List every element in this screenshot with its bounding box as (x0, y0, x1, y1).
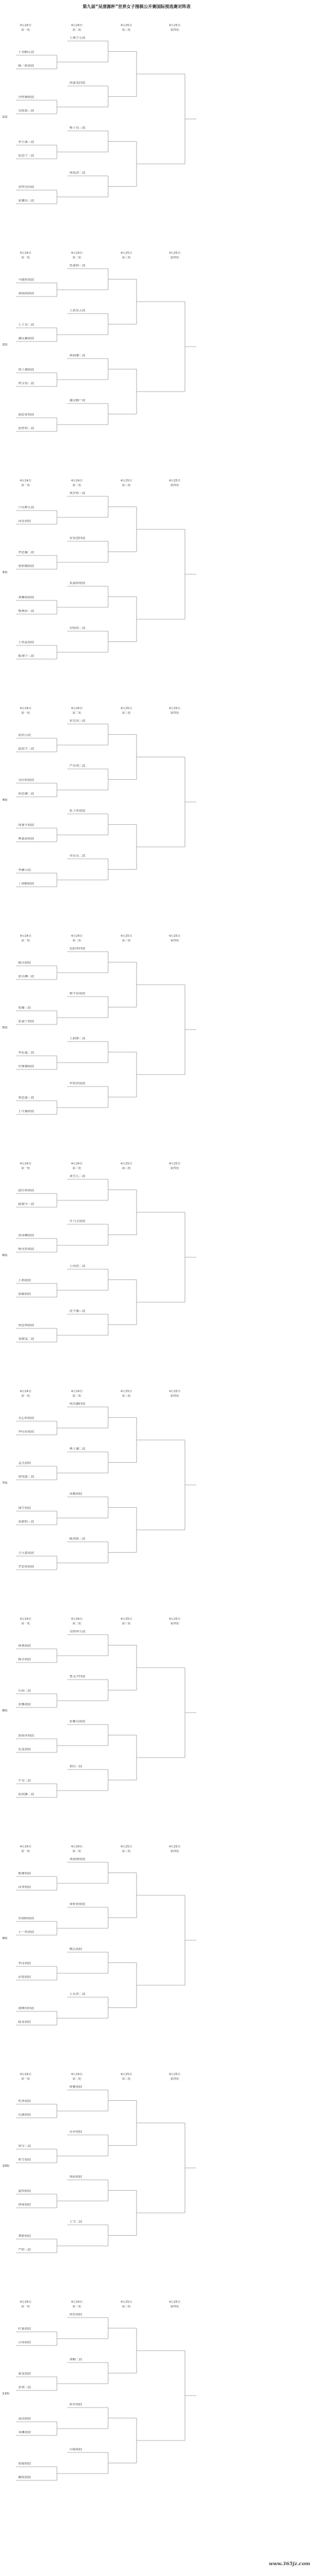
first-round-player: 卢钰桦五段 (18, 506, 34, 509)
first-round-player: 胡蓉初段 (18, 2203, 31, 2207)
seed-player: 何语涵四段 (69, 1402, 85, 1406)
first-round-player: 夏怡初段 (18, 2190, 31, 2193)
round-name: 第三轮 (122, 256, 131, 260)
round-name: 第一轮 (21, 1850, 30, 1853)
first-round-player: 范雯初段 (18, 1748, 31, 1751)
seed-player: 周泓余二段 (69, 171, 85, 175)
first-round-player: 严婷三段 (18, 2248, 31, 2252)
first-round-player: 付睿涵初段 (18, 1065, 34, 1068)
round-date: 4月25日 (168, 252, 181, 255)
first-round-player: 陈翊宁三段 (18, 655, 34, 658)
seed-player: 唐奕初段 (69, 2313, 83, 2316)
seed-player: 谢汶桐一段 (69, 399, 85, 402)
group-label: 2组 (2, 343, 8, 347)
round-date: 4月25日 (168, 479, 181, 483)
first-round-player: 陆易初段 (18, 2021, 31, 2024)
first-round-player: 牛荣二段 (18, 1779, 31, 1783)
seed-player: 杨宇瑄初段 (69, 992, 85, 995)
seed-player: 周蔚初段 (69, 2175, 83, 2179)
round-date: 4月24日 (71, 1162, 83, 1166)
round-date: 4月24日 (19, 24, 32, 27)
first-round-player: 高琴初段 (18, 1886, 31, 1889)
group-label: 6组 (2, 1254, 8, 1257)
round-name: 第四轮 (170, 1167, 179, 1170)
round-name: 第四轮 (170, 256, 179, 260)
round-name: 第二轮 (72, 2305, 81, 2308)
first-round-player: 张以琳三段 (18, 975, 34, 978)
round-date: 4月25日 (120, 1390, 133, 1393)
round-date: 4月25日 (168, 2301, 181, 2304)
round-date: 4月25日 (168, 935, 181, 938)
round-date: 4月25日 (120, 1162, 133, 1166)
group-label: 1组 (2, 116, 8, 119)
group-label: 5组 (2, 1026, 8, 1030)
seed-player: 白瑞初段 (69, 2448, 83, 2451)
round-date: 4月24日 (71, 2301, 83, 2304)
first-round-player: 蔡碧涵初段 (18, 565, 34, 568)
first-round-player: 赵佳琦初段 (18, 1189, 34, 1192)
first-round-player: 张倩五段 (18, 734, 31, 737)
round-date: 4月24日 (19, 1618, 32, 1621)
first-round-player: 方天恩初段 (18, 1552, 34, 1555)
first-round-player: 郑思嘉三段 (18, 1096, 34, 1100)
seed-player: 曹又尹四段 (69, 1675, 85, 1678)
first-round-player: 高星初段 (18, 520, 31, 523)
round-date: 4月24日 (19, 252, 32, 255)
round-date: 4月24日 (71, 935, 83, 938)
round-date: 4月25日 (168, 24, 181, 27)
round-date: 4月24日 (19, 1845, 32, 1849)
first-round-player: 王祺初段 (18, 1279, 31, 1282)
first-round-player: 陈一依初段 (18, 64, 34, 68)
first-round-player: 张璇三段 (18, 1006, 31, 1010)
seed-player: 王晨星五段 (69, 309, 85, 312)
watermark: www.365jz.com (269, 2561, 310, 2567)
first-round-player: 杨昊然初段 (18, 1248, 34, 1251)
seed-player: 付怡然二段 (69, 627, 85, 630)
round-name: 第一轮 (21, 1394, 30, 1398)
round-date: 4月24日 (19, 935, 32, 938)
seed-player: 苏菲初段 (69, 2130, 83, 2134)
seed-player: 刘雪儿二段 (69, 1175, 85, 1178)
round-name: 第四轮 (170, 2305, 179, 2308)
seed-player: 姚以初段 (69, 1948, 83, 1951)
seed-player: 曾嘉怡二段 (69, 264, 85, 268)
first-round-player: 李赫五段 (18, 869, 31, 872)
first-round-player: 王子奇二段 (18, 323, 34, 327)
first-round-player: 黄馨仪三段 (18, 199, 34, 203)
first-round-player: 徐靖恩二段 (18, 1475, 34, 1479)
first-round-player: 石茹二段 (18, 1689, 31, 1693)
round-date: 4月24日 (19, 1390, 32, 1393)
first-round-player: 邵思霏初段 (18, 413, 34, 417)
round-name: 第四轮 (170, 1622, 179, 1626)
round-name: 第一轮 (21, 256, 30, 260)
first-round-player: 陈乔初段 (18, 1658, 31, 1661)
round-name: 第二轮 (72, 939, 81, 943)
first-round-player: 钱宇初段 (18, 1507, 31, 1510)
first-round-player: 郭颖初段 (18, 1293, 31, 1296)
seed-player: 吴侑珍五段 (69, 1630, 85, 1633)
round-name: 第三轮 (122, 1394, 131, 1398)
seed-player: 陈冰依三段 (69, 1537, 85, 1541)
round-name: 第三轮 (122, 1622, 131, 1626)
first-round-player: 谭静初段 (18, 2235, 31, 2238)
round-name: 第二轮 (72, 28, 81, 32)
first-round-player: 梁瑜初段 (18, 2462, 31, 2466)
round-date: 4月25日 (120, 2073, 133, 2076)
seed-player: 许乃文初段 (69, 1220, 85, 1223)
seed-player: 章乐乐二段 (69, 854, 85, 858)
first-round-player: 赵晨宇三段 (18, 747, 34, 751)
seed-player: 蒋菲初段 (69, 2403, 83, 2406)
group-label: 9组 (2, 1937, 8, 1940)
round-date: 4月25日 (168, 1162, 181, 1166)
first-round-player: 李佳蓓初段 (18, 1430, 34, 1434)
first-round-player: 程雪初段 (18, 2158, 31, 2162)
round-name: 第二轮 (72, 711, 81, 715)
round-date: 4月25日 (168, 1618, 181, 1621)
group-label: 8组 (2, 1709, 8, 1713)
round-date: 4月24日 (19, 1162, 32, 1166)
seed-player: 申欣然初段 (69, 1082, 85, 1085)
round-name: 第二轮 (72, 2077, 81, 2081)
round-name: 第三轮 (122, 2305, 131, 2308)
first-round-player: 袁清初段 (18, 2417, 31, 2421)
first-round-player: 彭悦初段 (18, 1976, 31, 1979)
round-name: 第四轮 (170, 484, 179, 487)
round-name: 第一轮 (21, 484, 30, 487)
round-date: 4月24日 (19, 707, 32, 710)
page-title: 第九届“吴清源杯”世界女子围棋公开赛国际预选赛对阵表 (83, 4, 191, 9)
round-name: 第三轮 (122, 939, 131, 943)
round-name: 第二轮 (72, 256, 81, 260)
first-round-player: 邹晓雯二段 (18, 1338, 34, 1341)
seed-player: 林子涵二段 (69, 1447, 85, 1451)
round-date: 4月24日 (71, 24, 83, 27)
round-name: 第二轮 (72, 1622, 81, 1626)
first-round-player: 孙思涵二段 (18, 792, 34, 796)
seed-player: 韩韵涵二段 (69, 354, 85, 357)
round-date: 4月24日 (71, 1390, 83, 1393)
seed-player: 范蔚菁四段 (69, 947, 85, 950)
first-round-player: 邓琳初段 (18, 2431, 31, 2434)
round-name: 第一轮 (21, 28, 30, 32)
first-round-player: 郭雨菲初段 (18, 1734, 34, 1738)
first-round-player: 钟文靖二段 (18, 382, 34, 385)
first-round-player: 孔薇初段 (18, 2113, 31, 2117)
round-date: 4月25日 (120, 1618, 133, 1621)
first-round-player: 王一然初段 (18, 1931, 34, 1934)
round-name: 第三轮 (122, 1850, 131, 1853)
seed-player: 鲁佳三段 (69, 1765, 83, 1768)
seed-player: 韩雅初段 (69, 2085, 83, 2089)
first-round-player: 于羽桐五段 (18, 51, 34, 54)
first-round-player: 陆敏全三段 (18, 1203, 34, 1206)
first-round-player: 胡子涵初段 (18, 368, 34, 372)
round-date: 4月25日 (168, 1390, 181, 1393)
seed-player: 贾罗婷三段 (69, 492, 85, 495)
first-round-player: 吴佳怡初段 (18, 779, 34, 782)
first-round-player: 张凯馨二段 (18, 1793, 34, 1796)
seed-player: 王若然二段 (69, 1993, 85, 1996)
first-round-player: 刘雨鸽初段 (18, 292, 34, 295)
first-round-player: 刘馨雨初段 (18, 596, 34, 599)
seed-player: 王爽宇五段 (69, 36, 85, 40)
first-round-player: 杨燕莎二段 (18, 610, 34, 613)
first-round-player: 黄馨初段 (18, 1703, 31, 1706)
first-round-player: 宋雨晴初段 (18, 1917, 34, 1920)
round-name: 第一轮 (21, 1622, 30, 1626)
seed-player: 高颖初段 (69, 1492, 83, 1496)
first-round-player: 俞俐均四段 (18, 2007, 34, 2010)
first-round-player: 叶霖初段 (18, 2327, 31, 2331)
round-name: 第四轮 (170, 1394, 179, 1398)
round-name: 第三轮 (122, 28, 131, 32)
group-label: 10组 (2, 2165, 10, 2168)
first-round-player: 黄琦琳初段 (18, 1234, 34, 1237)
round-name: 第三轮 (122, 484, 131, 487)
first-round-player: 韩燕初段 (18, 1644, 31, 1648)
first-round-player: 王欣蕊初段 (18, 641, 34, 644)
first-round-player: 李沁蔓二段 (18, 1051, 34, 1055)
round-name: 第三轮 (122, 2077, 131, 2081)
seed-player: 刘雨睿初段 (69, 1858, 85, 1861)
seed-player: 宋容慧四段 (69, 537, 85, 540)
round-date: 4月25日 (120, 2301, 133, 2304)
round-date: 4月25日 (120, 1845, 133, 1849)
round-date: 4月24日 (19, 479, 32, 483)
round-name: 第一轮 (21, 939, 30, 943)
round-date: 4月24日 (71, 707, 83, 710)
round-name: 第一轮 (21, 711, 30, 715)
round-date: 4月24日 (71, 479, 83, 483)
first-round-player: 吴依铭三段 (18, 109, 34, 113)
round-name: 第四轮 (170, 711, 179, 715)
first-round-player: 王可薇初段 (18, 1110, 34, 1113)
first-round-player: 秦雯初段 (18, 2372, 31, 2376)
first-round-player: 杜冰初段 (18, 2100, 31, 2103)
round-date: 4月24日 (71, 1618, 83, 1621)
round-name: 第一轮 (21, 2077, 30, 2081)
round-date: 4月25日 (120, 935, 133, 938)
round-date: 4月25日 (120, 707, 133, 710)
round-name: 第三轮 (122, 1167, 131, 1170)
group-label: 11组 (2, 2392, 10, 2396)
first-round-player: 陈珏初段 (18, 961, 31, 965)
seed-player: 杨子萱三段 (69, 126, 85, 130)
first-round-player: 张思宁二段 (18, 154, 34, 158)
seed-player: 王韵如二段 (69, 1037, 85, 1040)
round-date: 4月25日 (168, 2073, 181, 2076)
seed-player: 朱宏玥三段 (69, 719, 85, 723)
round-date: 4月24日 (71, 2073, 83, 2076)
first-round-player: 罗思琦初段 (18, 1565, 34, 1569)
first-round-player: 吕琦初段 (18, 2341, 31, 2344)
first-round-player: 吴心怡初段 (18, 1417, 34, 1420)
round-name: 第三轮 (122, 711, 131, 715)
round-date: 4月25日 (120, 479, 133, 483)
round-name: 第二轮 (72, 1850, 81, 1853)
first-round-player: 何思琪初段 (18, 1324, 34, 1327)
first-round-player: 林嘉茵初段 (18, 837, 34, 841)
seed-player: 王祎然二段 (69, 1265, 85, 1268)
round-date: 4月25日 (120, 252, 133, 255)
seed-player: 沈宇涵三段 (69, 1310, 85, 1313)
seed-player: 黄嘉怡初段 (69, 582, 85, 585)
first-round-player: 潘沅璐初段 (18, 337, 34, 340)
round-date: 4月24日 (71, 1845, 83, 1849)
round-name: 第二轮 (72, 1167, 81, 1170)
round-name: 第四轮 (170, 2077, 179, 2081)
seed-player: 张子欣初段 (69, 809, 85, 813)
seed-player: 王雪二段 (69, 2220, 83, 2224)
round-date: 4月25日 (168, 707, 181, 710)
first-round-player: 孟凡初段 (18, 1462, 31, 1465)
first-round-player: 周睿羊初段 (18, 824, 34, 827)
first-round-player: 余欢二段 (18, 2386, 31, 2389)
first-round-player: 马晓彤初段 (18, 278, 34, 282)
round-name: 第二轮 (72, 484, 81, 487)
first-round-player: 陈豫初段 (18, 1872, 31, 1875)
first-round-player: 张嘉宁初段 (18, 1020, 34, 1023)
first-round-player: 李思璇二段 (18, 551, 34, 554)
round-date: 4月25日 (168, 1845, 181, 1849)
first-round-player: 冯梓涵初段 (18, 96, 34, 99)
first-round-player: 黄静怡三段 (18, 1520, 34, 1524)
first-round-player: 李小溪三段 (18, 141, 34, 144)
first-round-player: 徐莹二段 (18, 2145, 31, 2148)
round-name: 第四轮 (170, 28, 179, 32)
first-round-player: 金梓萱四段 (18, 186, 34, 189)
seed-player: 周昕怡初段 (69, 1903, 85, 1906)
group-label: 7组 (2, 1482, 8, 1485)
round-name: 第四轮 (170, 1850, 179, 1853)
round-date: 4月24日 (71, 252, 83, 255)
round-name: 第二轮 (72, 1394, 81, 1398)
first-round-player: 李诗初段 (18, 1962, 31, 1965)
seed-player: 唐嘉雯四段 (69, 81, 85, 85)
round-name: 第一轮 (21, 1167, 30, 1170)
first-round-player: 戴悦初段 (18, 2476, 31, 2479)
seed-player: 严在明二段 (69, 764, 85, 768)
seed-player: 刘畅二段 (69, 2358, 83, 2361)
round-name: 第四轮 (170, 939, 179, 943)
round-date: 4月24日 (19, 2073, 32, 2076)
round-date: 4月25日 (120, 24, 133, 27)
round-date: 4月24日 (19, 2301, 32, 2304)
first-round-player: 丁雨桐初段 (18, 882, 34, 886)
round-name: 第一轮 (21, 2305, 30, 2308)
group-label: 4组 (2, 799, 8, 802)
group-label: 3组 (2, 571, 8, 574)
seed-player: 张紫良初段 (69, 1720, 85, 1723)
first-round-player: 张梓冉二段 (18, 427, 34, 430)
